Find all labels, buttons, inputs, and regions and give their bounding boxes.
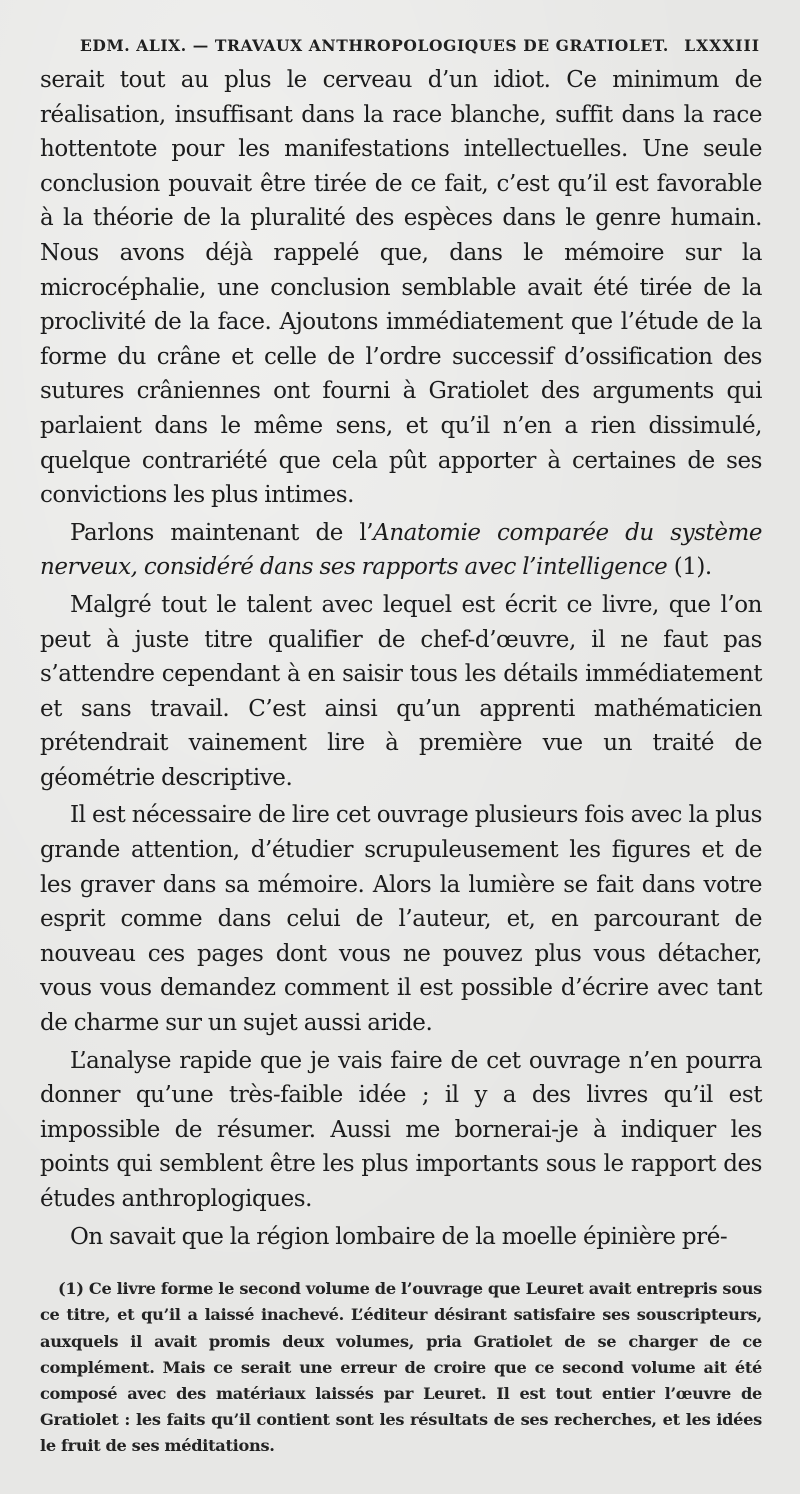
paragraph-6: On savait que la région lombaire de la moelle épinière pré- [70,1223,728,1250]
footnote [40,1276,762,1459]
main-text [40,63,762,1254]
paragraph-4: Il est nécessaire de lire cet ouvrage plusieurs fois avec la plus grande attention, d’étudier scrupuleusement les figures et de les graver dans sa mémoire. Alors la lumière se fait dans votre esprit comme dans celui de l’auteur, et, en parcourant de nouveau ces pages dont vous ne pouvez plus vous détacher, vous vous demandez comment il est possible d’écrire avec tant de charme sur un sujet aussi aride. [40,802,762,1037]
page-number: LXXXIII [684,36,760,55]
book-title-italic: Anatomie comparée du système nerveux, considéré dans ses rapports avec l’intelligence [40,519,763,581]
paragraph-5: L’analyse rapide que je vais faire de cet ouvrage n’en pourra donner qu’une très-faible idée ; il y a des livres qu’il est impossible de résumer. Aussi me bornerai-je à indiquer les points qui semblent être les plus importants sous le rapport des études anthroplogiques. [40,1047,762,1212]
paragraph-2-lead: Parlons maintenant de l’ [70,519,374,546]
paragraph-2-tail: (1). [667,554,712,581]
paragraph-1: serait tout au plus le cerveau d’un idiot. Ce minimum de réalisation, insuffisant dans la race blanche, suffit dans la race hottentote pour les manifestations intellectuelles. Une seule conclusion pouvait être tirée de ce fait, c’est qu’il est favorable à la théorie de la pluralité des espèces dans le genre humain. Nous avons déjà rappelé que, dans le mémoire sur la microcéphalie, une conclusion semblable avait été tirée de la proclivité de la face. Ajoutons immédiatement que l’étude de la forme du crâne et celle de l’ordre successif d’ossification des sutures crâniennes ont fourni à Gratiolet des arguments qui parlaient dans le même sens, et qu’il n’en a rien dissimulé, quelque contrariété que cela pût apporter à certaines de ses convictions les plus intimes. [40,67,762,509]
running-head-title: EDM. ALIX. — TRAVAUX ANTHROPOLOGIQUES DE GRATIOLET. [80,36,669,55]
paragraph-2 [40,516,762,585]
paragraph-3: Malgré tout le talent avec lequel est écrit ce livre, que l’on peut à juste titre qualifier de chef-d’œuvre, il ne faut pas s’attendre cependant à en saisir tous les détails immédiatement et sans travail. C’est ainsi qu’un apprenti mathématicien prétendrait vainement lire à première vue un traité de géométrie descriptive. [40,591,762,791]
running-head [40,36,762,55]
footnote-text: (1) Ce livre forme le second volume de l’ouvrage que Leuret avait entrepris sous ce titre, et qu’il a laissé inachevé. L’éditeur désirant satisfaire ses souscripteurs, auxquels il avait promis deux volumes, pria Gratiolet de se charger de ce complément. Mais ce serait une erreur de croire que ce second volume ait été composé avec des matériaux laissés par Leuret. Il est tout entier l’œuvre de Gratiolet : les faits qu’il contient sont les résultats de ses recherches, et les idées le fruit de ses méditations. [40,1279,762,1456]
